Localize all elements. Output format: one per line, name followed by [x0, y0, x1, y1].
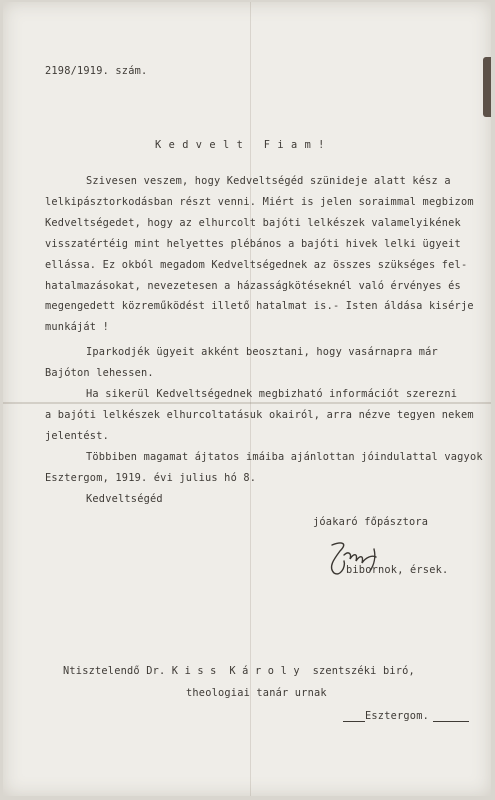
body-line: megengedett közreműködést illető hatalmat is.- Isten áldása kisérje	[45, 300, 474, 312]
body-line: Szivesen veszem, hogy Kedveltségéd szünideje alatt kész a	[86, 175, 451, 187]
body-line: Többiben magamat ájtatos imáiba ajánlottan jóindulattal vagyok	[86, 451, 483, 463]
body-line: munkáját !	[45, 321, 109, 333]
body-line: visszatértéig mint helyettes plébános a bajóti hivek lelki ügyeit	[45, 238, 461, 250]
signature-title: bibornok, érsek.	[346, 564, 449, 576]
body-line: Iparkodjék ügyeit akként beosztani, hogy vasárnapra már	[86, 346, 438, 358]
address-line-2: theologiai tanár urnak	[186, 687, 327, 699]
body-line: ellássa. Ez okból megadom Kedveltségednek az összes szükséges fel-	[45, 259, 468, 271]
body-line: hatalmazásokat, nevezetesen a házasságkötéseknél való érvényes és	[45, 280, 461, 292]
body-line: Bajóton lehessen.	[45, 367, 154, 379]
body-line: Kedveltségedet, hogy az elhurcolt bajóti lelkészek valamelyikének	[45, 217, 461, 229]
body-line: Ha sikerül Kedveltségednek megbizható információt szerezni	[86, 388, 458, 400]
body-line: jelentést.	[45, 430, 109, 442]
address-city: Esztergom.	[365, 710, 429, 722]
salutation: K e d v e l t F i a m !	[155, 139, 325, 151]
body-line: Kedveltségéd	[86, 493, 163, 505]
body-line: Esztergom, 1919. évi julius hó 8.	[45, 472, 257, 484]
address-line-1: Ntisztelendő Dr. K i s s K á r o l y szentszéki biró,	[63, 665, 415, 677]
body-line: a bajóti lelkészek elhurcoltatásuk okairól, arra nézve tegyen nekem	[45, 409, 474, 421]
address-underline-left	[343, 721, 365, 722]
closing: jóakaró főpásztora	[313, 516, 429, 528]
edge-stain	[483, 57, 491, 117]
body-line: lelkipásztorkodásban részt venni. Miért is jelen soraimmal megbizom	[45, 196, 474, 208]
address-underline-right	[433, 721, 469, 722]
fold-line-horizontal	[3, 402, 491, 404]
reference-number: 2198/1919. szám.	[45, 65, 148, 77]
letter-sheet	[3, 2, 491, 796]
